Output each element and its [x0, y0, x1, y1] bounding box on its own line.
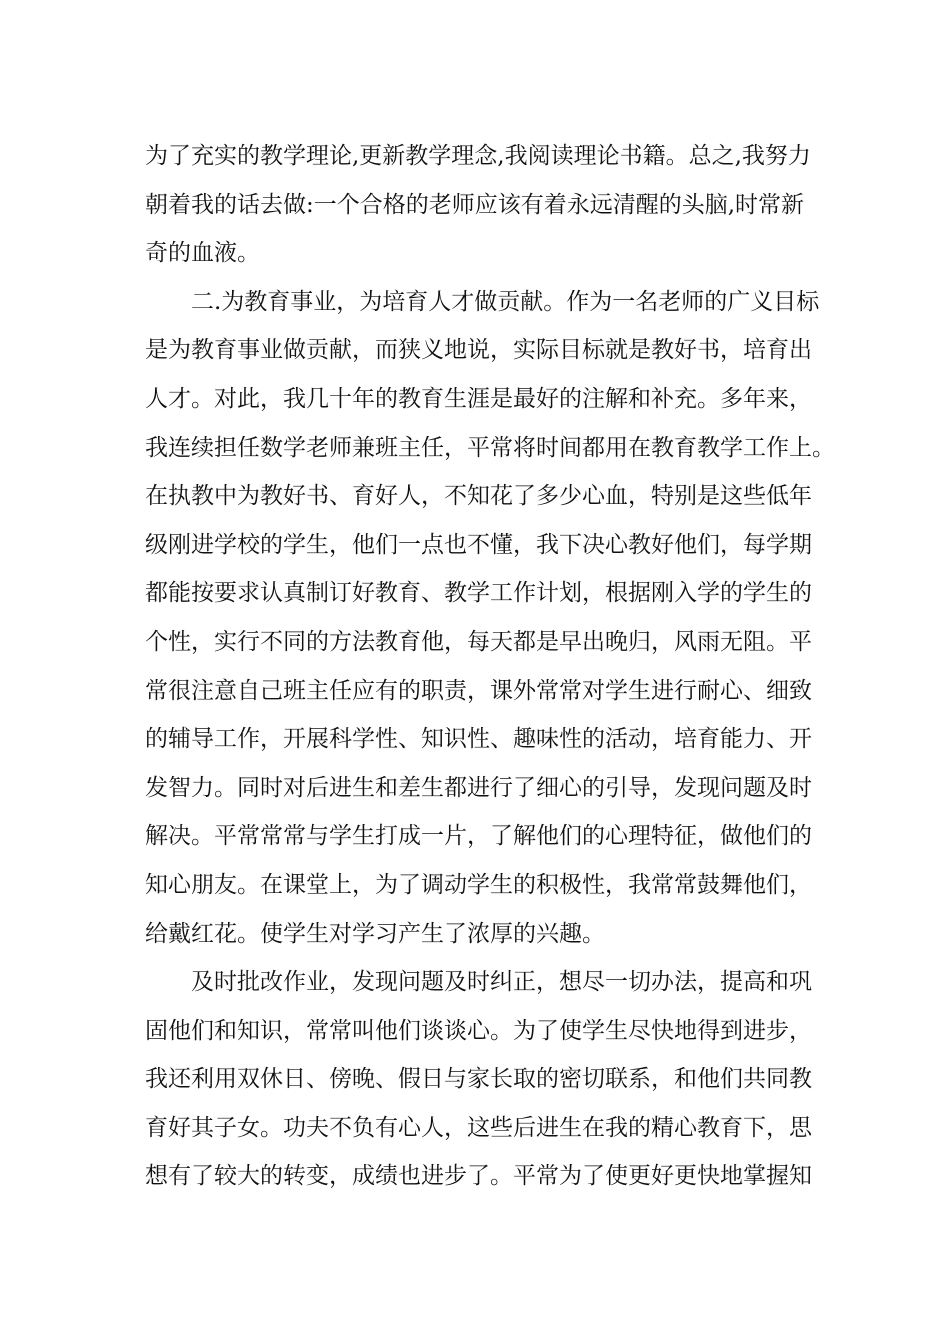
text-line: 想有了较大的转变，成绩也进步了。平常为了使更好更快地掌握知 — [145, 1163, 812, 1190]
text-line: 给戴红花。使学生对学习产生了浓厚的兴趣。 — [145, 920, 605, 947]
paragraph-2 — [145, 278, 835, 958]
text-line: 的辅导工作，开展科学性、知识性、趣味性的活动，培育能力、开 — [145, 726, 812, 753]
text-line: 及时批改作业，发现问题及时纠正，想尽一切办法，提高和巩 — [191, 969, 812, 996]
text-line: 级刚进学校的学生，他们一点也不懂，我下决心教好他们，每学期 — [145, 531, 812, 558]
text-line: 人才。对此，我几十年的教育生涯是最好的注解和补充。多年来， — [145, 385, 812, 412]
text-line: 解决。平常常常与学生打成一片，了解他们的心理特征，做他们的 — [145, 823, 812, 850]
text-line: 朝着我的话去做:一个合格的老师应该有着永远清醒的头脑,时常新 — [145, 191, 805, 218]
text-line: 个性，实行不同的方法教育他，每天都是早出晚归，风雨无阻。平 — [145, 628, 812, 655]
text-line: 固他们和知识，常常叫他们谈谈心。为了使学生尽快地得到进步， — [145, 1017, 812, 1044]
text-line: 常很注意自己班主任应有的职责，课外常常对学生进行耐心、细致 — [145, 677, 812, 704]
text-line: 育好其子女。功夫不负有心人，这些后进生在我的精心教育下，思 — [145, 1114, 812, 1141]
text-line: 是为教育事业做贡献，而狭义地说，实际目标就是教好书，培育出 — [145, 337, 812, 364]
text-line: 我连续担任数学老师兼班主任，平常将时间都用在教育教学工作上。 — [145, 434, 835, 461]
body-text — [145, 132, 835, 1201]
text-line: 都能按要求认真制订好教育、教学工作计划，根据刚入学的学生的 — [145, 580, 812, 607]
text-line: 二.为教育事业，为培育人才做贡献。作为一名老师的广义目标 — [191, 288, 820, 315]
paragraph-3 — [145, 958, 825, 1201]
paragraph-1 — [145, 132, 825, 278]
text-line: 为了充实的教学理论,更新教学理念,我阅读理论书籍。总之,我努力 — [145, 143, 811, 169]
text-line: 知心朋友。在课堂上，为了调动学生的积极性，我常常鼓舞他们， — [145, 871, 812, 898]
text-line: 发智力。同时对后进生和差生都进行了细心的引导，发现问题及时 — [145, 774, 812, 801]
text-line: 在执教中为教好书、育好人，不知花了多少心血，特别是这些低年 — [145, 483, 812, 510]
text-line: 我还利用双休日、傍晚、假日与家长取的密切联系，和他们共同教 — [145, 1066, 812, 1093]
text-line: 奇的血液。 — [145, 240, 260, 267]
